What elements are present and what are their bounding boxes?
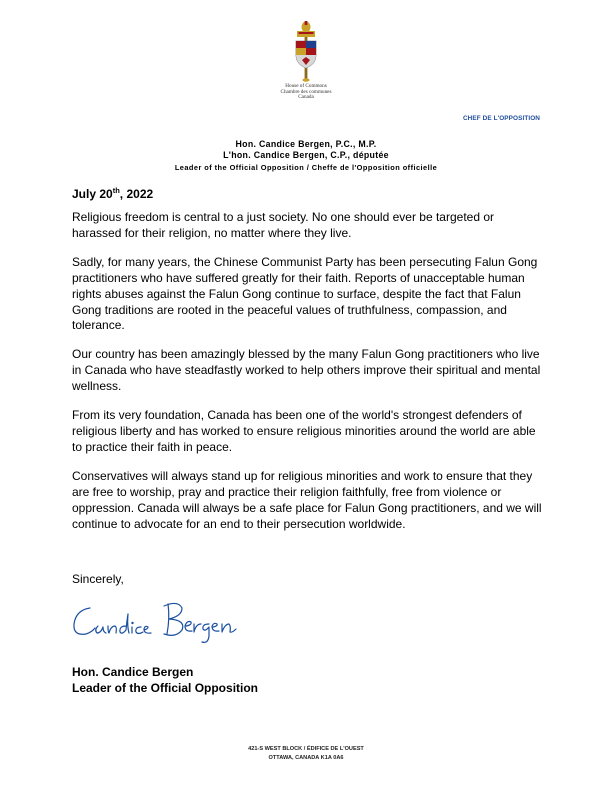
date-year: , 2022	[119, 187, 154, 201]
letterhead-name-english: Hon. Candice Bergen, P.C., M.P.	[235, 139, 377, 149]
footer-line-2: OTTAWA, CANADA K1A 0A6	[268, 754, 344, 761]
house-label-line-1: House of Commons	[285, 83, 327, 89]
signer-block	[72, 664, 258, 696]
paragraph-5: Conservatives will always stand up for religious minorities and work to ensure that they are free to worship, pray and practice their religion faithfully, free from violence or oppression. Canada will always be a safe place for Falun Gong practitioners, and we will continue to advocate for an end to their persecution worldwide.	[72, 468, 542, 531]
house-label-line-2: Chambre des communes	[280, 88, 332, 95]
closing: Sincerely,	[72, 572, 124, 586]
letterhead-title: Leader of the Official Opposition / Cheffe de l'Opposition officielle	[174, 163, 438, 172]
paragraph-4: From its very foundation, Canada has been one of the world's strongest defenders of religious liberty and has worked to ensure religious minorities around the world are able to practice their faith in peace.	[72, 408, 536, 454]
house-of-commons-crest-icon	[292, 20, 320, 82]
footer-line-1: 421-S WEST BLOCK / ÉDIFICE DE L'OUEST	[248, 746, 364, 752]
paragraph-1: Religious freedom is central to a just society. No one should ever be targeted or harassed for their religion, no matter where they live.	[72, 210, 495, 240]
letter-body	[72, 210, 544, 545]
paragraph-2: Sadly, for many years, the Chinese Communist Party has been persecuting Falun Gong practitioners who have suffered greatly for their faith. Reports of unacceptable human rights abuses against the Falun Gong continue to surface, despite the fact that Falun Gong traditions are rooted in the peaceful values of truthfulness, compassion, and tolerance.	[72, 254, 538, 333]
footer-address	[0, 745, 612, 762]
paragraph-3: Our country has been amazingly blessed by the many Falun Gong practitioners who live in Canada who have steadfastly worked to help others improve their spiritual and mental wellness.	[72, 347, 541, 394]
date-suffix: th	[112, 186, 120, 195]
letterhead-name-french: L'hon. Candice Bergen, C.P., députée	[223, 150, 389, 160]
signer-name: Hon. Candice Bergen	[72, 665, 194, 679]
house-label-line-3: Canada	[298, 94, 314, 101]
chef-de-l-opposition-label: CHEF DE L'OPPOSITION	[462, 115, 540, 122]
signer-title: Leader of the Official Opposition	[72, 681, 259, 695]
house-of-commons-label	[256, 84, 356, 101]
date-main: July 20	[72, 187, 113, 201]
handwritten-signature	[68, 596, 243, 646]
letter-date	[72, 186, 153, 201]
